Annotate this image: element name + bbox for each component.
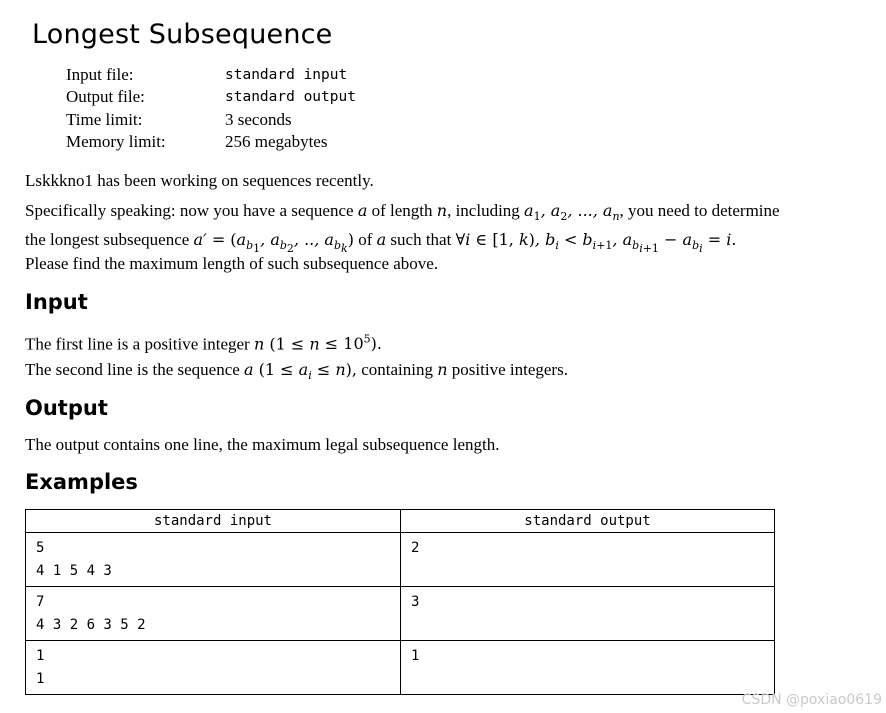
math-sequence: $a_1$, $a_2$, ..., $a_n$ <box>524 201 620 224</box>
find-paragraph: Please find the maximum length of such subsequence above. <box>25 254 439 273</box>
statement-text-e: the longest subsequence <box>25 230 190 250</box>
input-line-2-text-b: containing <box>361 360 433 379</box>
input-line-2-text-c: positive integers. <box>451 360 568 379</box>
input-file-value: standard input <box>225 67 348 83</box>
math-a-range: a $(1 \le a_i \le n)$, <box>244 360 357 383</box>
math-n: n <box>436 201 448 220</box>
watermark: CSDN @poxiao0619 <box>741 692 882 708</box>
output-heading: Output <box>25 396 108 420</box>
example-input-2: 7 4 3 2 6 3 5 2 <box>36 594 146 633</box>
input-file-row <box>66 64 356 86</box>
statement-text-b: of length <box>371 201 433 220</box>
input-file-label: Input file: <box>66 65 134 84</box>
input-line-2-text-a: The second line is the sequence <box>25 360 240 379</box>
examples-heading: Examples <box>25 470 138 494</box>
column-header-input: standard input <box>26 510 401 533</box>
time-limit-row <box>66 109 356 131</box>
example-output-1: 2 <box>411 540 420 556</box>
problem-limits <box>66 64 356 153</box>
output-paragraph: The output contains one line, the maximum legal subsequence length. <box>25 435 500 454</box>
example-input-1: 5 4 1 5 4 3 <box>36 540 112 579</box>
memory-limit-label: Memory limit: <box>66 131 166 151</box>
examples-header-row <box>26 510 775 533</box>
math-a2: a <box>376 230 387 250</box>
math-condition: ∀i ∈ [1, k), $b_i < b_{i+1}$, $a_{b_{i+1}} - a_{b_i} = i$. <box>455 230 737 256</box>
example-output-2: 3 <box>411 594 420 610</box>
example-input-cell <box>26 533 401 587</box>
example-output-cell <box>401 587 775 641</box>
input-line-1 <box>25 328 865 355</box>
output-file-label: Output file: <box>66 87 145 107</box>
math-n-range: n $(1 \le n \le 10^5)$. <box>253 333 382 354</box>
example-output-cell <box>401 641 775 695</box>
output-file-row <box>66 86 356 108</box>
input-line-1-text: The first line is a positive integer <box>25 334 250 354</box>
table-row <box>26 533 775 587</box>
statement-text-g: such that <box>390 230 452 250</box>
output-file-value: standard output <box>225 89 356 106</box>
memory-limit-row <box>66 131 356 153</box>
input-heading: Input <box>25 290 88 314</box>
example-output-cell <box>401 533 775 587</box>
memory-limit-value: 256 megabytes <box>225 131 328 151</box>
math-n2: n <box>437 360 448 379</box>
intro-paragraph: Lskkkno1 has been working on sequences recently. <box>25 171 374 190</box>
example-input-cell <box>26 587 401 641</box>
time-limit-value: 3 seconds <box>225 109 292 129</box>
problem-title: Longest Subsequence <box>32 19 333 50</box>
time-limit-label: Time limit: <box>66 109 143 129</box>
example-output-3: 1 <box>411 648 420 664</box>
statement-text-c: including <box>455 201 520 220</box>
statement-text-d: you need to determine <box>628 201 780 220</box>
table-row <box>26 587 775 641</box>
table-row <box>26 641 775 695</box>
example-input-cell <box>26 641 401 695</box>
statement-text-a: Specifically speaking: now you have a sequence <box>25 201 354 220</box>
math-subsequence: $a' = (a_{b_1}$, $a_{b_2}$, .., $a_{b_k}$) <box>193 230 354 256</box>
statement-paragraph: Specifically speaking: now you have a sequence a of length n, including $a_1$, $a_2$, ..., $a_n$, you need to determine the longest subsequence $a' = (a_{b_1}$, $a_{b_2}$, .., $a_{b_k}$) of a such that ∀i ∈ [1, k), $b_i < b_{i+1}$, $a_{b_{i+1}} - a_{b_i} = i$. <box>25 201 780 256</box>
statement-text-f: of <box>358 230 373 250</box>
column-header-output: standard output <box>401 510 775 533</box>
examples-table <box>25 509 775 695</box>
example-input-3: 1 1 <box>36 648 45 687</box>
input-line-2 <box>25 358 865 387</box>
math-a: a <box>357 201 368 220</box>
